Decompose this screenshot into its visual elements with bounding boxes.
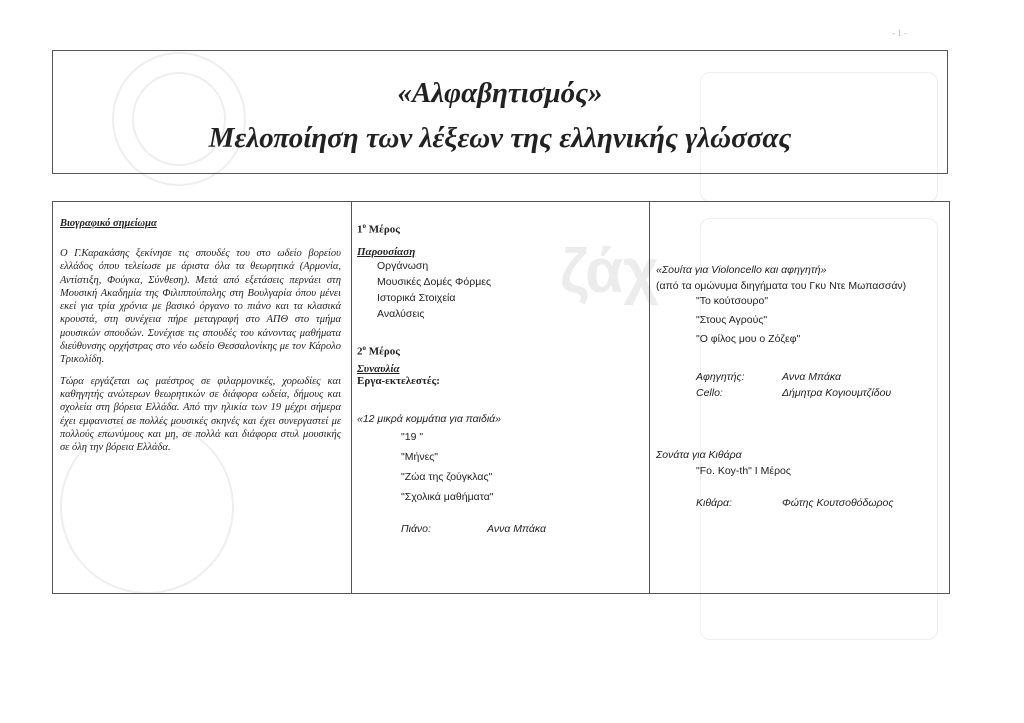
piece: "19 " xyxy=(401,431,424,444)
part1-heading xyxy=(357,222,641,236)
program-column xyxy=(352,202,650,593)
part2-heading xyxy=(357,344,641,358)
guitar-role: Κιθάρα: xyxy=(696,497,732,509)
part2-ordinal: ο xyxy=(362,343,366,352)
works-label: Εργα-εκτελεστές: xyxy=(357,375,440,388)
title-main: «Αλφαβητισμός» xyxy=(397,77,603,109)
part1-item: Μουσικές Δομές Φόρμες xyxy=(377,275,492,288)
suite-piece: "Στους Αγρούς" xyxy=(696,314,768,326)
narrator-name: Αννα Μπάκα xyxy=(782,371,841,383)
piece: "Ζώα της ζούγκλας" xyxy=(401,471,493,484)
title-subtitle: Μελοποίηση των λέξεων της ελληνικής γλώσσας xyxy=(208,122,792,154)
part1-item: Αναλύσεις xyxy=(377,307,425,320)
piano-performer: Αννα Μπάκα xyxy=(487,523,546,536)
bio-column xyxy=(53,202,352,593)
cello-role: Cello: xyxy=(696,387,723,399)
narrator-role: Αφηγητής: xyxy=(696,371,745,383)
sonata-title: Σονάτα για Κιθάρα xyxy=(656,449,742,461)
narrator-credit xyxy=(656,371,943,383)
guitar-credit xyxy=(656,497,943,509)
part2-subtitle: Συναυλία xyxy=(357,363,400,376)
suite-piece: "Το κούτσουρο" xyxy=(696,295,769,307)
part1-number: 1 xyxy=(357,223,363,236)
suite-title: «Σουίτα για Violoncello και αφηγητή» xyxy=(656,264,827,276)
suite-source: (από τα ομώνυμα διηγήματα του Γκυ Ντε Μωπασσάν) xyxy=(656,280,907,292)
concert-column xyxy=(650,202,949,593)
piece: "Μήνες" xyxy=(401,451,439,464)
suite-piece: "Ο φίλος μου ο Ζόζεφ" xyxy=(696,333,801,345)
piano-role: Πιάνο: xyxy=(401,523,431,536)
bio-heading: Βιογραφικό σημείωμα xyxy=(60,218,157,229)
bio-paragraph-1: Ο Γ.Καρακάσης ξεκίνησε τις σπουδές του στο ωδείο βορείου ελλάδος όπου τελείωσε με άριστα όλα τα θεωρητικά (Αρμονία, Αντίστιξη, Φούγκα, Σύνθεση). Μετά από εξετάσεις περνάει στη Μουσική Ακαδημία της Φιλιππούπολης στη Βουλγαρία όπου μένει εκεί για τρία χρόνια με βασικό όργανο το πιάνο και τα κλασικά κρουστά, στη συνέχεια πήρε μεταγραφή στο ΑΠΘ στο τμήμα μουσικών σπουδών. Συνέχισε τις σπουδές του κάνοντας μαθήματα διεύθυνσης ορχήστρας στο νέο ωδείο Θεσσαλονίκης με τον Κάρολο Τρικολίδη. xyxy=(60,248,341,366)
program-table xyxy=(52,201,950,594)
part1-item: Οργάνωση xyxy=(377,259,429,272)
part2-number: 2 xyxy=(357,345,363,358)
guitar-name: Φώτης Κουτσοθόδωρος xyxy=(782,497,894,509)
sonata-piece: "Fo. Koy-th" I Μέρος xyxy=(696,465,791,477)
cello-name: Δήμητρα Κογιουμτζίδου xyxy=(782,387,892,399)
part2-label: Μέρος xyxy=(368,345,400,358)
part1-item: Ιστορικά Στοιχεία xyxy=(377,291,456,304)
part1-subtitle: Παρουσίαση xyxy=(357,245,416,258)
part1-ordinal: ο xyxy=(362,222,366,230)
title-box xyxy=(52,50,948,174)
work-title: «12 μικρά κομμάτια για παιδιά» xyxy=(357,413,502,426)
part1-label: Μέρος xyxy=(368,223,400,236)
ghost-letters: ζάχ xyxy=(560,237,659,306)
piece: "Σχολικά μαθήματα" xyxy=(401,491,494,504)
page-number: - 1 - xyxy=(892,28,907,38)
piano-credit xyxy=(357,523,641,535)
bio-paragraph-2: Τώρα εργάζεται ως μαέστρος σε φιλαρμονικές, χορωδίες και καθηγητής ανώτερων θεωρητικών σε διάφορα ωδεία, δήμους και σχολεία στη βόρεια Ελλάδα. Από την ηλικία των 19 μέχρι σήμερα έχει εμφανιστεί σε πολλές μουσικές σκηνές και έχει συνεργαστεί με πολλούς επωνύμους και μη, σε πολλά και διάφορα στυλ μουσικής σε όλη την βόρεια Ελλάδα. xyxy=(60,375,341,454)
cello-credit xyxy=(656,387,943,399)
